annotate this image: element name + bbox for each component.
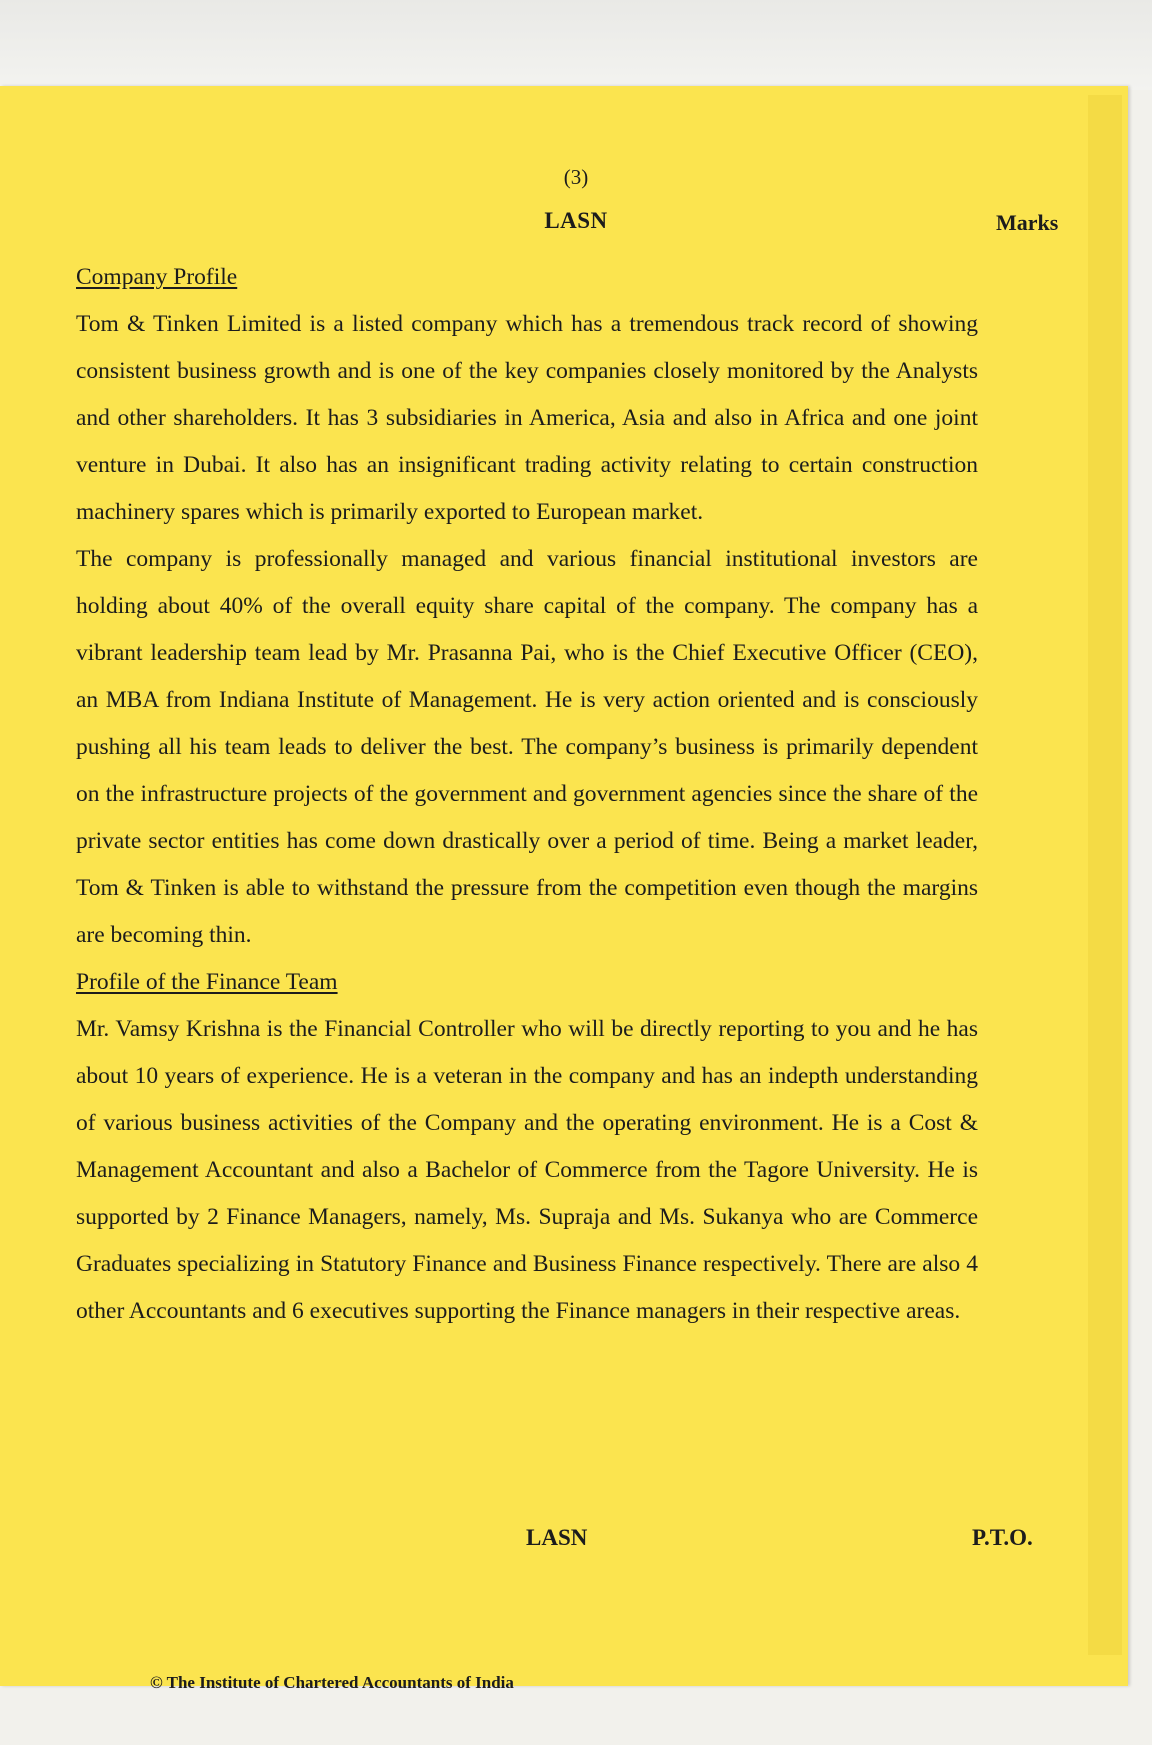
copyright-notice: © The Institute of Chartered Accountants of India	[150, 1673, 514, 1692]
paragraph: Tom & Tinken Limited is a listed company which has a tremendous track record of showing consistent business growth and is one of the key companies closely monitored by the Analysts and other shareholders. It has 3 subsidiaries in America, Asia and also in Africa and one joint venture in Dubai. It also has an insignificant trading activity relating to certain construction machinery spares which is primarily exported to European market.	[76, 311, 978, 525]
section-heading: Company Profile	[76, 264, 238, 290]
paper-code-footer: LASN	[526, 1525, 588, 1550]
paragraph: The company is professionally managed and various financial institutional investors are holding about 40% of the overall equity share capital of the company. The company has a vibrant leadership team lead by Mr. Prasanna Pai, who is the Chief Executive Officer (CEO), an MBA from Indiana Institute of Management. He is very action oriented and is consciously pushing all his team leads to deliver the best. The company’s business is primarily dependent on the infrastructure projects of the government and government agencies since the share of the private sector entities has come down drastically over a period of time. Being a market leader, Tom & Tinken is able to withstand the pressure from the competition even though the margins are becoming thin.	[76, 546, 978, 948]
marks-column-label: Marks	[996, 210, 1059, 235]
document-body	[76, 254, 978, 1335]
page-number: (3)	[563, 165, 589, 189]
please-turn-over-label: P.T.O.	[972, 1525, 1033, 1550]
section-heading: Profile of the Finance Team	[76, 969, 338, 995]
paragraph: Mr. Vamsy Krishna is the Financial Controller who will be directly reporting to you and he has about 10 years of experience. He is a veteran in the company and has an indepth understanding of various business activities of the Company and the operating environment. He is a Cost & Management Accountant and also a Bachelor of Commerce from the Tagore University. He is supported by 2 Finance Managers, namely, Ms. Supraja and Ms. Sukanya who are Commerce Graduates specializing in Statutory Finance and Business Finance respectively. There are also 4 other Accountants and 6 executives supporting the Finance managers in their respective areas.	[76, 1016, 978, 1324]
paper-code-header: LASN	[544, 208, 608, 233]
section-company-profile	[76, 254, 978, 959]
scan-background	[0, 0, 1152, 90]
section-finance-team-profile	[76, 959, 978, 1335]
sheet-edge	[1088, 95, 1122, 1655]
